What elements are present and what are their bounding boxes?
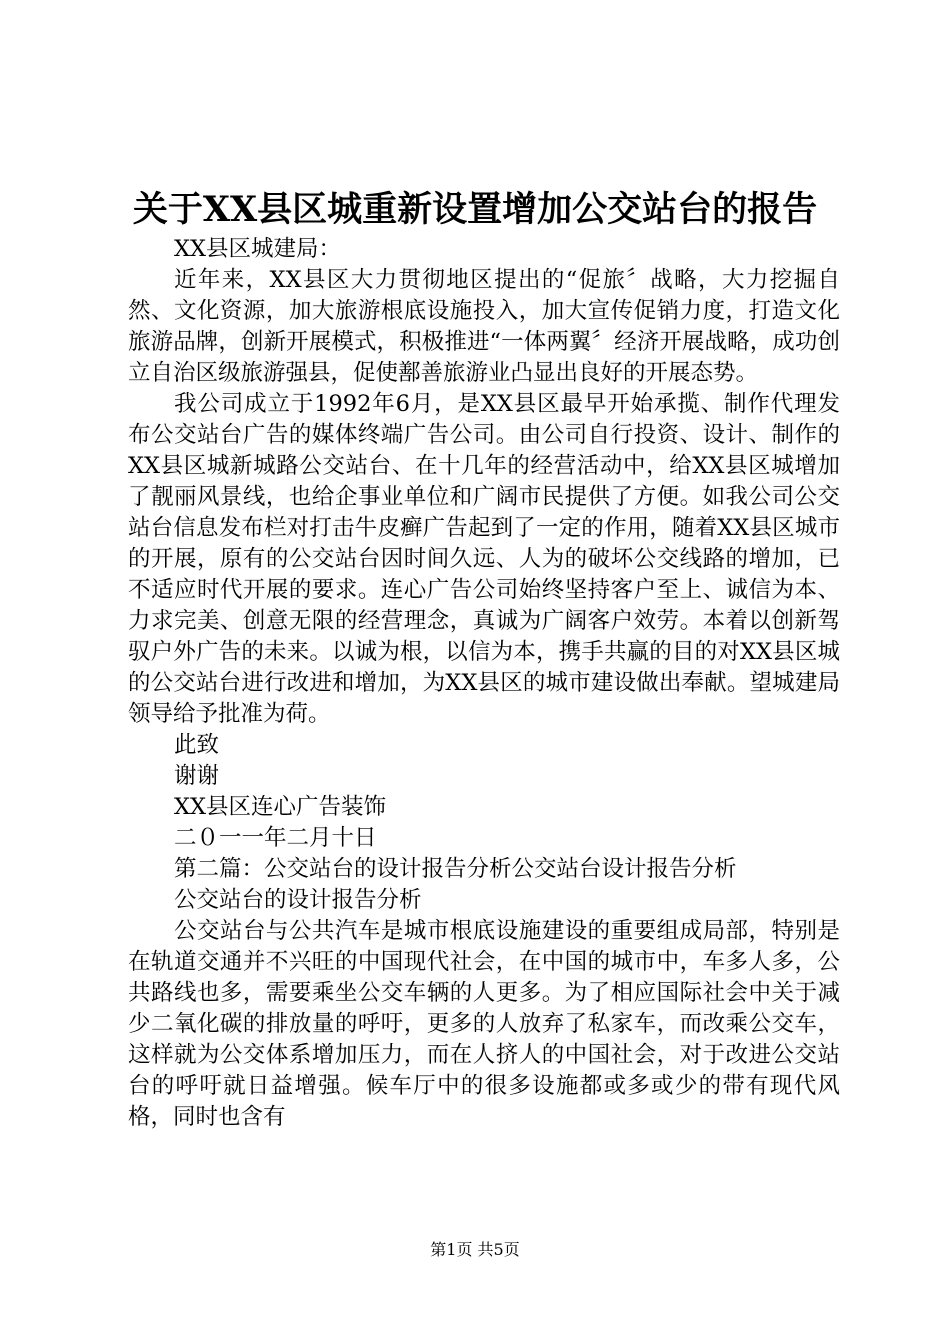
signature-company: XX县区连心广告装饰 (174, 794, 387, 820)
page-number: 第1页 共5页 (430, 1240, 520, 1259)
paragraph-intro: 近年来，XX县区大力贯彻地区提出的“促旅〞战略，大力挖掘自然、文化资源，加大旅游根底设施投入，加大宣传促销力度，打造文化旅游品牌，创新开展模式，积极推进“一体两翼〞经济开展战略，成功创立自治区级旅游强县，促使鄯善旅游业凸显出良好的开展态势。 (128, 267, 840, 386)
closing-thanks: 谢谢 (174, 763, 220, 789)
closing-regards: 此致 (174, 732, 220, 758)
signature-date: 二０一一年二月十日 (174, 825, 377, 851)
section-heading: 第二篇：公交站台的设计报告分析公交站台设计报告分析 (174, 856, 737, 882)
document-body (128, 234, 840, 1133)
salutation: XX县区城建局： (174, 236, 342, 262)
section-subheading: 公交站台的设计报告分析 (174, 887, 422, 913)
paragraph-analysis: 公交站台与公共汽车是城市根底设施建设的重要组成局部，特别是在轨道交通并不兴旺的中国现代社会，在中国的城市中，车多人多，公共路线也多，需要乘坐公交车辆的人更多。为了相应国际社会中关于减少二氧化碳的排放量的呼吁，更多的人放弃了私家车，而改乘公交车，这样就为公交体系增加压力，而在人挤人的中国社会，对于改进公交站台的呼吁就日益增强。候车厅中的很多设施都或多或少的带有现代风格，同时也含有 (128, 918, 840, 1130)
document-title: 关于XX县区城重新设置增加公交站台的报告 (132, 189, 818, 230)
paragraph-company: 我公司成立于1992年6月，是XX县区最早开始承揽、制作代理发布公交站台广告的媒体终端广告公司。由公司自行投资、设计、制作的XX县区城新城路公交站台、在十几年的经营活动中，给XX县区城增加了靓丽风景线，也给企事业单位和广阔市民提供了方便。如我公司公交站台信息发布栏对打击牛皮癣广告起到了一定的作用，随着XX县区城市的开展，原有的公交站台因时间久远、人为的破坏公交线路的增加，已不适应时代开展的要求。连心广告公司始终坚持客户至上、诚信为本、力求完美、创意无限的经营理念，真诚为广阔客户效劳。本着以创新驾驭户外广告的未来。以诚为根，以信为本，携手共赢的目的对XX县区城的公交站台进行改进和增加，为XX县区的城市建设做出奉献。望城建局领导给予批准为荷。 (128, 391, 840, 727)
